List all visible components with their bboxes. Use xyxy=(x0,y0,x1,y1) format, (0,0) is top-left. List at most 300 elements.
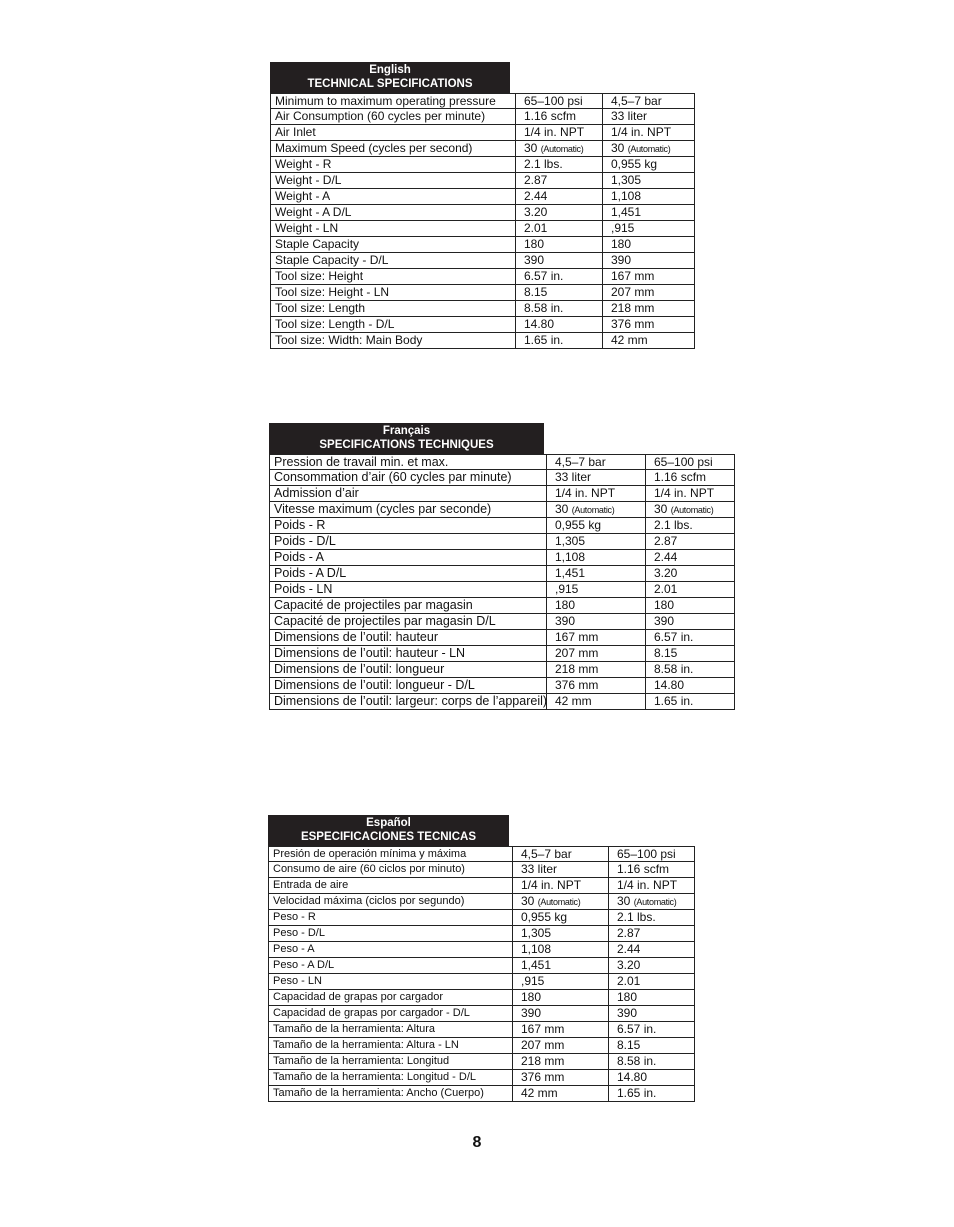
spec-value-text: 180 xyxy=(524,237,545,251)
spec-label: Tamaño de la herramienta: Altura - LN xyxy=(268,1038,513,1053)
spec-value xyxy=(515,205,602,220)
spec-value-text: 1/4 in. NPT xyxy=(611,125,672,139)
spec-value-text: 1.65 in. xyxy=(524,333,564,347)
spec-label: Air Inlet xyxy=(270,125,520,140)
spec-value-text: 218 mm xyxy=(521,1054,565,1068)
spec-label: Tool size: Height - LN xyxy=(270,285,520,300)
spec-value xyxy=(645,646,735,661)
spec-value-text: 65–100 psi xyxy=(617,847,676,861)
spec-value-note: (Automatic) xyxy=(627,144,671,154)
spec-label: Admission d’air xyxy=(269,486,547,501)
spec-value xyxy=(608,974,695,989)
spec-value xyxy=(602,205,695,220)
spec-value-text: 33 liter xyxy=(521,862,558,876)
spec-label: Peso - D/L xyxy=(268,926,513,941)
spec-label: Tamaño de la herramienta: Longitud - D/L xyxy=(268,1070,513,1085)
spec-value xyxy=(602,237,695,252)
spec-value xyxy=(512,1022,608,1037)
spec-value xyxy=(608,926,695,941)
table-row xyxy=(268,862,695,878)
spec-label: Poids - LN xyxy=(269,582,547,597)
spec-value-text: 30 xyxy=(524,141,538,155)
spec-value-text: 42 mm xyxy=(555,694,592,708)
spec-value xyxy=(645,518,735,533)
table-row xyxy=(269,582,735,598)
spec-value xyxy=(512,942,608,957)
spec-value xyxy=(608,1070,695,1085)
spec-value-text: 180 xyxy=(617,990,638,1004)
table-row xyxy=(269,486,735,502)
spec-value-text: 1.16 scfm xyxy=(524,109,577,123)
spec-label: Poids - A xyxy=(269,550,547,565)
spec-value-text: 30 xyxy=(617,894,631,908)
spec-value-text: 2.44 xyxy=(524,189,548,203)
spec-value xyxy=(512,958,608,973)
spec-value xyxy=(602,125,695,140)
spec-value-text: 207 mm xyxy=(555,646,599,660)
spec-value-text: 6.57 in. xyxy=(617,1022,657,1036)
spec-value xyxy=(512,847,608,861)
page-number: 8 xyxy=(472,1134,482,1151)
spec-value xyxy=(608,990,695,1005)
spec-value xyxy=(645,678,735,693)
spec-value-text: 0,955 kg xyxy=(521,910,568,924)
spec-value xyxy=(602,285,695,300)
spec-value xyxy=(645,630,735,645)
spec-label: Capacidad de grapas por cargador xyxy=(268,990,513,1005)
spec-value-text: 2.87 xyxy=(617,926,641,940)
spec-value-text: 65–100 psi xyxy=(524,94,583,108)
spec-value-text: 1.65 in. xyxy=(617,1086,657,1100)
spec-value xyxy=(645,566,735,581)
spec-value xyxy=(645,694,735,709)
spec-value xyxy=(515,157,602,172)
spec-value-text: 30 xyxy=(521,894,535,908)
spec-value-text: 218 mm xyxy=(611,301,655,315)
spec-value-text: 376 mm xyxy=(521,1070,565,1084)
spec-value xyxy=(546,646,645,661)
spec-label: Poids - R xyxy=(269,518,547,533)
spec-label: Minimum to maximum operating pressure xyxy=(270,94,520,108)
table-row xyxy=(268,846,695,862)
table-row xyxy=(268,1054,695,1070)
spec-label: Dimensions de l’outil: longueur - D/L xyxy=(269,678,547,693)
spec-label: Poids - D/L xyxy=(269,534,547,549)
spec-value-text: 1,108 xyxy=(555,550,586,564)
table-row xyxy=(269,678,735,694)
spec-value-note: (Automatic) xyxy=(571,505,615,515)
spec-value xyxy=(608,847,695,861)
spec-value xyxy=(608,1006,695,1021)
table-row xyxy=(269,614,735,630)
spec-value-text: 6.57 in. xyxy=(524,269,564,283)
spec-value xyxy=(512,910,608,925)
spec-label: Capacidad de grapas por cargador - D/L xyxy=(268,1006,513,1021)
spec-value-text: 390 xyxy=(617,1006,638,1020)
spec-value xyxy=(602,253,695,268)
spec-table-english xyxy=(270,62,695,349)
spec-value xyxy=(602,269,695,284)
spec-value-text: 1,451 xyxy=(611,205,642,219)
spec-value xyxy=(645,662,735,677)
spec-value-text: 1/4 in. NPT xyxy=(524,125,585,139)
spec-value-text: ,915 xyxy=(521,974,545,988)
spec-value-text: 3.20 xyxy=(617,958,641,972)
spec-value-text: 6.57 in. xyxy=(654,630,694,644)
table-row xyxy=(270,173,695,189)
spec-value xyxy=(608,1086,695,1101)
spec-value xyxy=(546,678,645,693)
spec-label: Air Consumption (60 cycles per minute) xyxy=(270,109,520,124)
spec-value xyxy=(515,301,602,316)
table-row xyxy=(269,662,735,678)
table-row xyxy=(269,598,735,614)
table-row xyxy=(270,205,695,221)
spec-value-text: 8.58 in. xyxy=(524,301,564,315)
spec-value-text: 8.15 xyxy=(654,646,678,660)
spec-label: Tamaño de la herramienta: Longitud xyxy=(268,1054,513,1069)
spec-value-text: 2.1 lbs. xyxy=(524,157,563,171)
spec-value xyxy=(515,333,602,348)
spec-value-text: 180 xyxy=(521,990,542,1004)
spec-value xyxy=(645,486,735,501)
spec-value xyxy=(608,910,695,925)
spec-label: Weight - LN xyxy=(270,221,520,236)
spec-value-text: ,915 xyxy=(611,221,635,235)
spec-value xyxy=(645,614,735,629)
spec-value-text: 8.58 in. xyxy=(654,662,694,676)
spec-value xyxy=(645,582,735,597)
table-row xyxy=(270,109,695,125)
spec-value-text: 2.44 xyxy=(654,550,678,564)
table-title: ESPECIFICACIONES TECNICAS xyxy=(300,831,477,843)
spec-value xyxy=(515,237,602,252)
spec-value xyxy=(515,221,602,236)
spec-value xyxy=(546,662,645,677)
spec-value xyxy=(515,253,602,268)
spec-value xyxy=(512,926,608,941)
spec-value-text: 3.20 xyxy=(654,566,678,580)
spec-value-text: 2.87 xyxy=(524,173,548,187)
table-row xyxy=(270,269,695,285)
spec-label: Tool size: Width: Main Body xyxy=(270,333,520,348)
table-row xyxy=(268,1022,695,1038)
table-header xyxy=(268,815,509,846)
spec-value xyxy=(602,189,695,204)
table-row xyxy=(270,157,695,173)
spec-value-text: 2.01 xyxy=(617,974,641,988)
spec-label: Staple Capacity - D/L xyxy=(270,253,520,268)
spec-value-text: 0,955 kg xyxy=(555,518,602,532)
spec-value xyxy=(515,173,602,188)
spec-value xyxy=(546,486,645,501)
spec-value-note: (Automatic) xyxy=(670,505,714,515)
spec-value xyxy=(546,470,645,485)
table-language: English xyxy=(369,64,411,76)
table-row xyxy=(268,894,695,910)
table-header xyxy=(269,423,544,454)
table-row xyxy=(270,301,695,317)
table-row xyxy=(268,1086,695,1102)
spec-value xyxy=(608,1022,695,1037)
table-row xyxy=(268,942,695,958)
spec-label: Tool size: Length xyxy=(270,301,520,316)
spec-value xyxy=(602,317,695,332)
spec-value-text: 376 mm xyxy=(555,678,599,692)
spec-value-text: 390 xyxy=(555,614,576,628)
table-row xyxy=(270,93,695,109)
spec-value xyxy=(515,125,602,140)
spec-value-text: 180 xyxy=(611,237,632,251)
spec-label: Dimensions de l’outil: hauteur - LN xyxy=(269,646,547,661)
spec-value xyxy=(645,550,735,565)
spec-value-text: 8.15 xyxy=(524,285,548,299)
spec-value xyxy=(512,1006,608,1021)
spec-value-text: 33 liter xyxy=(555,470,592,484)
spec-value-text: 376 mm xyxy=(611,317,655,331)
table-language: Français xyxy=(382,425,431,437)
spec-value xyxy=(546,455,645,469)
spec-label: Consommation d’air (60 cycles par minute) xyxy=(269,470,547,485)
spec-value xyxy=(512,1038,608,1053)
spec-value-text: 4,5–7 bar xyxy=(521,847,572,861)
spec-value xyxy=(602,173,695,188)
table-row xyxy=(270,141,695,157)
spec-value xyxy=(602,157,695,172)
table-title: TECHNICAL SPECIFICATIONS xyxy=(307,78,473,90)
spec-value-text: 1,108 xyxy=(521,942,552,956)
spec-value-text: 180 xyxy=(654,598,675,612)
spec-value-text: 180 xyxy=(555,598,576,612)
table-header xyxy=(270,62,510,93)
spec-label: Peso - A xyxy=(268,942,513,957)
spec-value-text: ,915 xyxy=(555,582,579,596)
spec-value-text: 207 mm xyxy=(521,1038,565,1052)
spec-value-text: 1/4 in. NPT xyxy=(521,878,582,892)
table-row xyxy=(268,926,695,942)
spec-value xyxy=(608,958,695,973)
spec-label: Tool size: Height xyxy=(270,269,520,284)
spec-value xyxy=(515,317,602,332)
spec-label: Weight - A D/L xyxy=(270,205,520,220)
spec-value-text: 1,305 xyxy=(611,173,642,187)
spec-value-text: 8.58 in. xyxy=(617,1054,657,1068)
spec-value-text: 1,108 xyxy=(611,189,642,203)
table-row xyxy=(268,974,695,990)
spec-value xyxy=(546,582,645,597)
spec-label: Dimensions de l’outil: largeur: corps de l’appareil) xyxy=(269,694,547,709)
table-row xyxy=(268,1006,695,1022)
table-row xyxy=(268,990,695,1006)
spec-value xyxy=(546,566,645,581)
spec-value-text: 8.15 xyxy=(617,1038,641,1052)
spec-value xyxy=(512,974,608,989)
spec-value-text: 167 mm xyxy=(611,269,655,283)
table-row xyxy=(270,237,695,253)
spec-label: Velocidad máxima (ciclos por segundo) xyxy=(268,894,513,909)
spec-value-text: 2.01 xyxy=(654,582,678,596)
table-row xyxy=(270,221,695,237)
spec-value-text: 1.16 scfm xyxy=(617,862,670,876)
spec-value xyxy=(512,990,608,1005)
spec-label: Capacité de projectiles par magasin xyxy=(269,598,547,613)
spec-label: Capacité de projectiles par magasin D/L xyxy=(269,614,547,629)
spec-value-text: 3.20 xyxy=(524,205,548,219)
table-row xyxy=(269,534,735,550)
table-row xyxy=(270,253,695,269)
spec-value-text: 14.80 xyxy=(617,1070,648,1084)
spec-value-text: 1.65 in. xyxy=(654,694,694,708)
spec-label: Consumo de aire (60 ciclos por minuto) xyxy=(268,862,513,877)
spec-value-text: 2.1 lbs. xyxy=(654,518,693,532)
spec-value xyxy=(546,550,645,565)
table-rows xyxy=(269,454,735,710)
spec-value xyxy=(645,534,735,549)
spec-value-text: 4,5–7 bar xyxy=(611,94,662,108)
spec-value xyxy=(546,598,645,613)
spec-value xyxy=(602,221,695,236)
spec-value-text: 30 xyxy=(555,502,569,516)
table-row xyxy=(270,285,695,301)
table-row xyxy=(269,502,735,518)
spec-value xyxy=(546,630,645,645)
spec-value xyxy=(602,109,695,124)
spec-value-text: 33 liter xyxy=(611,109,648,123)
spec-value-text: 207 mm xyxy=(611,285,655,299)
spec-value xyxy=(645,598,735,613)
spec-value-text: 167 mm xyxy=(521,1022,565,1036)
spec-label: Peso - LN xyxy=(268,974,513,989)
spec-value xyxy=(546,694,645,709)
spec-value xyxy=(512,1070,608,1085)
spec-value-text: 1,305 xyxy=(555,534,586,548)
spec-value xyxy=(515,285,602,300)
table-row xyxy=(268,958,695,974)
spec-value xyxy=(546,518,645,533)
spec-value-text: 1/4 in. NPT xyxy=(617,878,678,892)
spec-value-text: 390 xyxy=(611,253,632,267)
spec-value xyxy=(515,109,602,124)
spec-label: Staple Capacity xyxy=(270,237,520,252)
table-row xyxy=(268,1038,695,1054)
spec-label: Peso - A D/L xyxy=(268,958,513,973)
spec-value-text: 218 mm xyxy=(555,662,599,676)
table-row xyxy=(268,878,695,894)
spec-value-text: 0,955 kg xyxy=(611,157,658,171)
spec-value xyxy=(546,614,645,629)
table-rows xyxy=(268,846,695,1102)
spec-value xyxy=(645,502,735,517)
table-row xyxy=(270,333,695,349)
spec-label: Entrada de aire xyxy=(268,878,513,893)
spec-value-text: 167 mm xyxy=(555,630,599,644)
table-row xyxy=(270,125,695,141)
spec-value-text: 42 mm xyxy=(611,333,648,347)
spec-value-text: 1/4 in. NPT xyxy=(555,486,616,500)
spec-value xyxy=(602,301,695,316)
spec-label: Vitesse maximum (cycles par seconde) xyxy=(269,502,547,517)
spec-value-text: 390 xyxy=(524,253,545,267)
spec-value-text: 2.87 xyxy=(654,534,678,548)
spec-value xyxy=(608,1054,695,1069)
spec-value-text: 1,451 xyxy=(521,958,552,972)
spec-value xyxy=(515,141,602,156)
spec-label: Tool size: Length - D/L xyxy=(270,317,520,332)
table-title: SPECIFICATIONS TECHNIQUES xyxy=(319,439,494,451)
spec-label: Maximum Speed (cycles per second) xyxy=(270,141,520,156)
spec-label: Tamaño de la herramienta: Ancho (Cuerpo) xyxy=(268,1086,513,1101)
spec-value xyxy=(608,862,695,877)
spec-label: Poids - A D/L xyxy=(269,566,547,581)
spec-value xyxy=(645,470,735,485)
spec-value xyxy=(608,878,695,893)
spec-value-note: (Automatic) xyxy=(540,144,584,154)
spec-value xyxy=(512,1054,608,1069)
spec-table-french xyxy=(269,423,735,710)
spec-value-text: 14.80 xyxy=(654,678,685,692)
spec-value xyxy=(608,942,695,957)
spec-value xyxy=(512,1086,608,1101)
spec-value xyxy=(512,862,608,877)
spec-value xyxy=(602,94,695,108)
table-row xyxy=(269,454,735,470)
spec-value xyxy=(546,502,645,517)
spec-value xyxy=(515,269,602,284)
spec-label: Presión de operación mínima y máxima xyxy=(268,847,513,861)
spec-value xyxy=(512,878,608,893)
spec-value-text: 1.16 scfm xyxy=(654,470,707,484)
spec-value-text: 1/4 in. NPT xyxy=(654,486,715,500)
spec-value-text: 2.01 xyxy=(524,221,548,235)
spec-label: Tamaño de la herramienta: Altura xyxy=(268,1022,513,1037)
spec-value-text: 42 mm xyxy=(521,1086,558,1100)
spec-value-note: (Automatic) xyxy=(633,897,677,907)
spec-value xyxy=(602,333,695,348)
spec-value xyxy=(608,894,695,909)
spec-value-text: 1,451 xyxy=(555,566,586,580)
spec-value xyxy=(546,534,645,549)
table-row xyxy=(268,910,695,926)
spec-label: Peso - R xyxy=(268,910,513,925)
spec-value xyxy=(512,894,608,909)
spec-label: Dimensions de l’outil: hauteur xyxy=(269,630,547,645)
spec-table-spanish xyxy=(268,815,695,1102)
spec-value-text: 30 xyxy=(611,141,625,155)
spec-value-note: (Automatic) xyxy=(537,897,581,907)
spec-value xyxy=(608,1038,695,1053)
spec-value xyxy=(515,189,602,204)
table-rows xyxy=(270,93,695,349)
spec-value xyxy=(515,94,602,108)
spec-value xyxy=(645,455,735,469)
table-row xyxy=(268,1070,695,1086)
table-row xyxy=(270,189,695,205)
spec-value-text: 4,5–7 bar xyxy=(555,455,606,469)
spec-label: Weight - D/L xyxy=(270,173,520,188)
spec-value-text: 2.44 xyxy=(617,942,641,956)
spec-value-text: 65–100 psi xyxy=(654,455,713,469)
table-row xyxy=(269,550,735,566)
spec-value-text: 30 xyxy=(654,502,668,516)
spec-value-text: 390 xyxy=(654,614,675,628)
table-row xyxy=(269,518,735,534)
spec-value-text: 390 xyxy=(521,1006,542,1020)
spec-value-text: 14.80 xyxy=(524,317,555,331)
table-row xyxy=(269,630,735,646)
spec-value-text: 1,305 xyxy=(521,926,552,940)
table-row xyxy=(269,566,735,582)
spec-label: Weight - A xyxy=(270,189,520,204)
